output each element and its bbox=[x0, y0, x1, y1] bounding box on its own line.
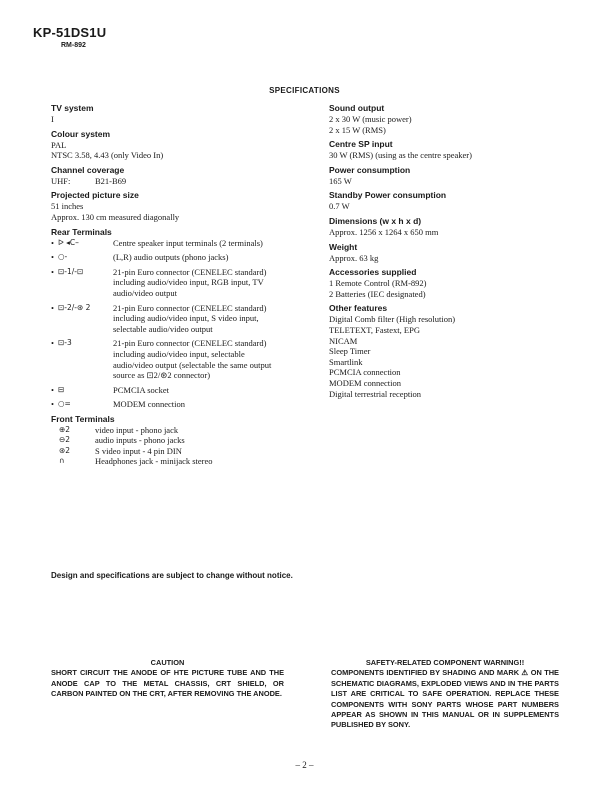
accessories-heading: Accessories supplied bbox=[329, 267, 417, 278]
rear-terminal-desc: 21-pin Euro connector (CENELEC standard) including audio/video input, selectable audio/video output (selectable the same output source as ⊡2/⊛2 connector) bbox=[113, 338, 272, 381]
channel-range: B21-B69 bbox=[95, 175, 127, 186]
other-feature: NICAM bbox=[329, 335, 358, 346]
front-terminal-item bbox=[51, 456, 276, 466]
audio-input-icon: ⊖2 bbox=[59, 435, 71, 445]
power-heading: Power consumption bbox=[329, 164, 411, 175]
rear-terminal-desc: MODEM connection bbox=[113, 399, 186, 410]
euro-connector-1-icon: ⊡-1/-⊡ bbox=[58, 266, 84, 276]
caution-title: CAUTION bbox=[150, 658, 185, 667]
page-number: – 2 – bbox=[295, 760, 314, 770]
rear-terminal-desc: Centre speaker input terminals (2 terminals) bbox=[113, 237, 263, 248]
colour-system-heading: Colour system bbox=[51, 128, 111, 139]
tv-system-value: I bbox=[51, 114, 54, 124]
specs-right-column bbox=[329, 103, 559, 399]
specs-left-column bbox=[51, 103, 276, 467]
centre-sp-heading: Centre SP input bbox=[329, 139, 393, 150]
front-terminal-item bbox=[51, 425, 276, 435]
bullet: • bbox=[51, 384, 54, 395]
other-feature: Digital Comb filter (High resolution) bbox=[329, 314, 456, 325]
other-feature: Sleep Timer bbox=[329, 346, 371, 357]
other-feature: PCMCIA connection bbox=[329, 367, 401, 378]
rear-terminal-desc: PCMCIA socket bbox=[113, 384, 169, 395]
bullet: • bbox=[51, 399, 54, 410]
front-terminal-item bbox=[51, 446, 276, 456]
rear-terminal-item bbox=[51, 252, 276, 263]
sound-output-heading: Sound output bbox=[329, 103, 385, 113]
standby-line: 0.7 W bbox=[329, 201, 350, 212]
bullet: • bbox=[51, 338, 54, 349]
change-notice: Design and specifications are subject to change without notice. bbox=[51, 571, 293, 580]
front-terminals-heading: Front Terminals bbox=[51, 413, 115, 424]
rear-terminal-desc: 21-pin Euro connector (CENELEC standard) including audio/video input, S video input, selectable audio/video output bbox=[113, 302, 267, 334]
bullet: • bbox=[51, 237, 54, 248]
colour-system-line: NTSC 3.58, 4.43 (only Video In) bbox=[51, 150, 164, 161]
model-number: KP-51DS1U bbox=[33, 25, 107, 40]
rear-terminal-item bbox=[51, 267, 276, 299]
other-feature: Smartlink bbox=[329, 356, 363, 367]
other-feature: TELETEXT, Fastext, EPG bbox=[329, 324, 420, 335]
euro-connector-2-icon: ⊡-2/-⊛ 2 bbox=[58, 302, 91, 312]
weight-line: Approx. 63 kg bbox=[329, 252, 379, 263]
rear-terminal-item bbox=[51, 338, 276, 380]
power-line: 165 W bbox=[329, 175, 352, 186]
modem-icon: ○= bbox=[58, 399, 71, 409]
remote-model: RM-892 bbox=[61, 42, 86, 49]
picture-size-line: 51 inches bbox=[51, 201, 84, 212]
front-terminal-desc: audio inputs - phono jacks bbox=[95, 435, 185, 446]
sound-output-line: 2 x 15 W (RMS) bbox=[329, 124, 386, 135]
front-terminal-desc: Headphones jack - minijack stereo bbox=[95, 456, 213, 467]
safety-body: COMPONENTS IDENTIFIED BY SHADING AND MARK ⚠ ON THE SCHEMATIC DIAGRAMS, EXPLODED VIEWS AND IN THE PARTS LIST ARE CRITICAL TO SAFE OPERATION. REPLACE THESE COMPONENTS WITH SONY PARTS WHOSE PART NUMBERS APPEAR AS SHOWN IN THIS MANUAL OR IN SUPPLEMENTS PUBLISHED BY SONY. bbox=[331, 668, 559, 730]
headphones-icon: ∩ bbox=[59, 456, 65, 466]
euro-connector-3-icon: ⊡-3 bbox=[58, 338, 72, 348]
front-terminal-desc: video input - phono jack bbox=[95, 424, 179, 435]
rear-terminal-item bbox=[51, 399, 276, 410]
caution-block bbox=[51, 658, 284, 700]
dimensions-line: Approx. 1256 x 1264 x 650 mm bbox=[329, 226, 439, 237]
weight-heading: Weight bbox=[329, 241, 358, 252]
rear-terminal-item bbox=[51, 238, 276, 249]
safety-warning-block bbox=[331, 658, 559, 731]
rear-terminals-list bbox=[51, 238, 276, 410]
channel-coverage-row bbox=[51, 176, 276, 187]
rear-terminals-heading: Rear Terminals bbox=[51, 226, 112, 237]
pcmcia-icon: ⊟ bbox=[58, 384, 65, 394]
front-terminal-item bbox=[51, 435, 276, 445]
bullet: • bbox=[51, 302, 54, 313]
front-terminals-list bbox=[51, 425, 276, 467]
bullet: • bbox=[51, 252, 54, 263]
picture-size-line: Approx. 130 cm measured diagonally bbox=[51, 211, 180, 222]
colour-system-line: PAL bbox=[51, 139, 67, 150]
tv-system-heading: TV system bbox=[51, 103, 94, 113]
rear-terminal-desc: 21-pin Euro connector (CENELEC standard) including audio/video input, RGB input, TV audio/video output bbox=[113, 266, 267, 298]
rear-terminal-desc: (L,R) audio outputs (phono jacks) bbox=[113, 252, 229, 263]
accessories-line: 2 Batteries (IEC designated) bbox=[329, 288, 426, 299]
other-feature: Digital terrestrial reception bbox=[329, 388, 422, 399]
bullet: • bbox=[51, 266, 54, 277]
sound-output-line: 2 x 30 W (music power) bbox=[329, 114, 412, 124]
accessories-line: 1 Remote Control (RM-892) bbox=[329, 278, 427, 289]
front-terminal-desc: S video input - 4 pin DIN bbox=[95, 445, 182, 456]
s-video-input-icon: ⊛2 bbox=[59, 445, 71, 455]
video-input-icon: ⊕2 bbox=[59, 424, 71, 434]
centre-speaker-icon: ᐅ ◂C– bbox=[58, 237, 79, 247]
audio-out-icon: ○- bbox=[58, 252, 68, 262]
safety-title: SAFETY-RELATED COMPONENT WARNING!! bbox=[365, 658, 525, 667]
other-feature: MODEM connection bbox=[329, 377, 402, 388]
centre-sp-line: 30 W (RMS) (using as the centre speaker) bbox=[329, 150, 472, 161]
picture-size-heading: Projected picture size bbox=[51, 190, 139, 201]
channel-band: UHF: bbox=[51, 175, 71, 186]
standby-heading: Standby Power consumption bbox=[329, 190, 447, 201]
rear-terminal-item bbox=[51, 303, 276, 335]
channel-coverage-heading: Channel coverage bbox=[51, 164, 125, 175]
caution-body: SHORT CIRCUIT THE ANODE OF HTE PICTURE TUBE AND THE ANODE CAP TO THE METAL CHASSIS, CRT SHIELD, OR CARBON PAINTED ON THE CRT, AFTER REMOVING THE ANODE. bbox=[51, 668, 284, 699]
other-features-heading: Other features bbox=[329, 303, 388, 314]
rear-terminal-item bbox=[51, 385, 276, 396]
dimensions-heading: Dimensions (w x h x d) bbox=[329, 215, 422, 226]
page-title: SPECIFICATIONS bbox=[269, 86, 340, 95]
